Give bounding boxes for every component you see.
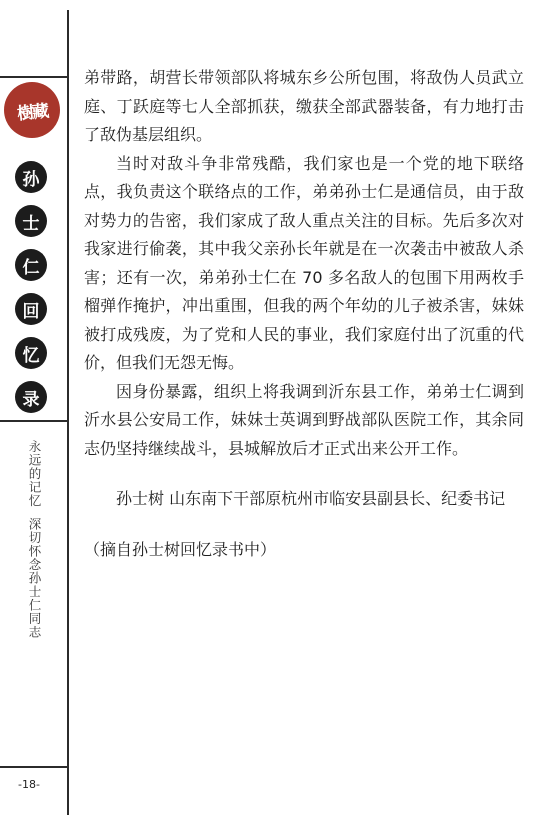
paragraph-2: 当时对敌斗争非常残酷，我们家也是一个党的地下联络点，我负责这个联络点的工作，弟弟孙士仁是通信员，由于敌对势力的告密，我们家成了敌人重点关注的目标。先后多次对我家进行偷袭，其中我父亲孙长年就是在一次袭击中被敌人杀害；还有一次，弟弟孙士仁在 70 多名敌人的包围下用两枚手榴弹作掩护，冲出重围，但我的两个年幼的儿子被杀害，妹妹被打成残废，为了党和人民的事业，我们家庭付出了沉重的代价，但我们无怨无悔。 — [84, 153, 524, 372]
title-char: 仁 — [15, 249, 47, 281]
margin-rule — [67, 10, 69, 815]
title-char: 士 — [15, 205, 47, 237]
author-signature: 孙士树 山东南下干部原杭州市临安县副县长、纪委书记 — [116, 489, 506, 508]
title-char: 忆 — [15, 337, 47, 369]
title-char: 回 — [15, 293, 47, 325]
title-char: 孙 — [15, 161, 47, 193]
book-title-vertical — [15, 161, 49, 425]
page-number: -18- — [18, 778, 40, 791]
paragraph-1: 弟带路，胡营长带领部队将城东乡公所包围，将敌伪人员武立庭、丁跃庭等七人全部抓获，缴获全部武器装备，有力地打击了敌伪基层组织。 — [84, 68, 524, 144]
sidebar-divider-top — [0, 76, 67, 78]
subtitle-part2: 深切怀念孙士仁同志 — [27, 517, 42, 639]
body-text — [84, 64, 524, 564]
paragraph-3: 因身份暴露，组织上将我调到沂东县工作，弟弟士仁调到沂水县公安局工作，妹妹士英调到野战部队医院工作，其余同志仍坚持继续战斗，县城解放后才正式出来公开工作。 — [84, 381, 524, 458]
title-char: 录 — [15, 381, 47, 413]
collection-seal-logo: 樹藏 — [4, 82, 60, 138]
sidebar-divider-bottom — [0, 766, 67, 768]
book-subtitle — [26, 440, 42, 639]
source-note: （摘自孙士树回忆录书中） — [84, 539, 277, 559]
subtitle-part1: 永远的记忆 — [27, 440, 42, 508]
